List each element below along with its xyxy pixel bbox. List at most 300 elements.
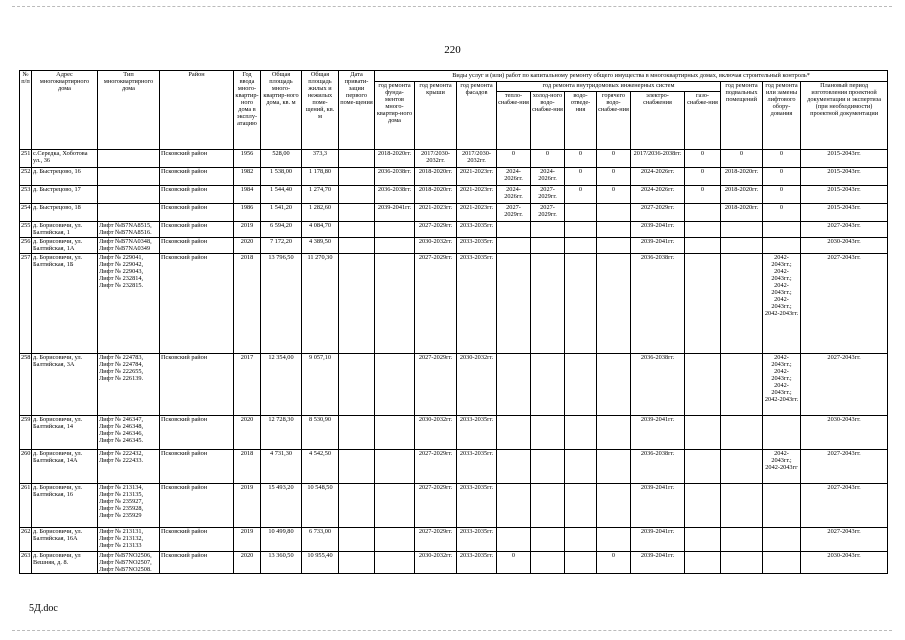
cell-basement bbox=[721, 222, 763, 238]
cell-elec: 2039-2041гг. bbox=[631, 238, 685, 254]
cell-priv bbox=[339, 528, 375, 552]
header-sewer: водо-отведе-ния bbox=[565, 92, 597, 150]
cell-heat bbox=[497, 222, 531, 238]
cell-elev bbox=[763, 484, 801, 528]
cell-sewer: 0 bbox=[565, 186, 597, 204]
cell-found bbox=[375, 450, 415, 484]
table-row bbox=[20, 484, 888, 528]
cell-facade: 2033-2035гг. bbox=[457, 222, 497, 238]
cell-year: 2017 bbox=[234, 354, 261, 416]
footer-filename: 5Д.doc bbox=[29, 603, 58, 614]
cell-addr: д. Борисовичи, ул. Балтийская, 1Б bbox=[32, 254, 98, 354]
table-row bbox=[20, 186, 888, 204]
cell-year: 2019 bbox=[234, 484, 261, 528]
cell-priv bbox=[339, 150, 375, 168]
cell-heat bbox=[497, 254, 531, 354]
cell-priv bbox=[339, 354, 375, 416]
cell-plan: 2030-2043гг. bbox=[801, 238, 888, 254]
cell-elec: 2036-2038гг. bbox=[631, 450, 685, 484]
cell-basement: 2018-2020гг. bbox=[721, 204, 763, 222]
cell-addr: с.Середка, Хоботова ул., 36 bbox=[32, 150, 98, 168]
cell-facade: 2033-2035гг. bbox=[457, 528, 497, 552]
cell-elev: 0 bbox=[763, 204, 801, 222]
cell-gas bbox=[685, 222, 721, 238]
cell-n: 252 bbox=[20, 168, 32, 186]
table-row bbox=[20, 254, 888, 354]
cell-total: 4 731,30 bbox=[261, 450, 302, 484]
cell-basement bbox=[721, 254, 763, 354]
cell-type: Лифт № 213131, Лифт № 213132, Лифт № 213133 bbox=[98, 528, 160, 552]
cell-living: 10 548,50 bbox=[302, 484, 339, 528]
header-foundation: год ремонта фунда-ментов много-квартир-ного дома bbox=[375, 82, 415, 150]
cell-heat bbox=[497, 354, 531, 416]
cell-heat bbox=[497, 528, 531, 552]
cell-type bbox=[98, 186, 160, 204]
cell-year: 2018 bbox=[234, 254, 261, 354]
cell-addr: д. Борисовичи, ул. Балтийская, 1А bbox=[32, 238, 98, 254]
cell-priv bbox=[339, 416, 375, 450]
cell-heat bbox=[497, 416, 531, 450]
header-hot-water: горячего водо-снабже-ния bbox=[597, 92, 631, 150]
cell-addr: д. Быстрецово, 17 bbox=[32, 186, 98, 204]
cell-type bbox=[98, 168, 160, 186]
cell-elec: 2039-2041гг. bbox=[631, 222, 685, 238]
cell-total: 13 796,50 bbox=[261, 254, 302, 354]
cell-basement bbox=[721, 450, 763, 484]
cell-hot bbox=[597, 238, 631, 254]
cell-roof: 2021-2023гг. bbox=[415, 204, 457, 222]
header-district: Район bbox=[160, 71, 234, 150]
cell-year: 2018 bbox=[234, 450, 261, 484]
cell-heat: 0 bbox=[497, 150, 531, 168]
cell-priv bbox=[339, 238, 375, 254]
cell-found bbox=[375, 222, 415, 238]
header-heat: тепло-снабже-ния bbox=[497, 92, 531, 150]
cell-n: 251 bbox=[20, 150, 32, 168]
cell-plan: 2015-2043гг. bbox=[801, 168, 888, 186]
cell-sewer bbox=[565, 222, 597, 238]
cell-roof: 2017/2030-2032гг. bbox=[415, 150, 457, 168]
cell-elev: 2042-2043гг.; 2042-2043гг bbox=[763, 450, 801, 484]
cell-district: Псковский район bbox=[160, 528, 234, 552]
cell-basement: 0 bbox=[721, 150, 763, 168]
cell-n: 261 bbox=[20, 484, 32, 528]
cell-total: 528,00 bbox=[261, 150, 302, 168]
cell-sewer bbox=[565, 528, 597, 552]
cell-roof: 2027-2029гг. bbox=[415, 450, 457, 484]
cell-basement bbox=[721, 354, 763, 416]
cell-type: Лифт №B7NO2506, Лифт №B7NO2507, Лифт №B7NO2508. bbox=[98, 552, 160, 574]
cell-elev: 0 bbox=[763, 150, 801, 168]
cell-cold bbox=[531, 552, 565, 574]
cell-year: 1984 bbox=[234, 186, 261, 204]
cell-found bbox=[375, 254, 415, 354]
table-body bbox=[20, 150, 888, 574]
cell-found: 2039-2041гг. bbox=[375, 204, 415, 222]
cell-basement bbox=[721, 552, 763, 574]
cell-living: 8 530,90 bbox=[302, 416, 339, 450]
cell-total: 1 544,40 bbox=[261, 186, 302, 204]
cell-addr: д. Борисовичи, ул. Балтийская, 14А bbox=[32, 450, 98, 484]
cell-gas bbox=[685, 238, 721, 254]
cell-priv bbox=[339, 222, 375, 238]
cell-roof: 2027-2029гг. bbox=[415, 354, 457, 416]
header-planned-period: Плановый период изготовления проектной документации и экспертиза (при необходимости) проектной документации bbox=[801, 82, 888, 150]
cell-roof: 2027-2029гг. bbox=[415, 222, 457, 238]
cell-hot: 0 bbox=[597, 186, 631, 204]
header-engineering-group: год ремонта внутридомовых инженерных систем bbox=[497, 82, 721, 92]
cell-type: Лифт № 222432, Лифт № 222433. bbox=[98, 450, 160, 484]
cell-elec: 2039-2041гг. bbox=[631, 552, 685, 574]
cell-elec: 2024-2026гг. bbox=[631, 168, 685, 186]
cell-facade: 2030-2032гг. bbox=[457, 354, 497, 416]
header-total-area: Общая площадь много-квартир-ного дома, кв. м bbox=[261, 71, 302, 150]
cell-living: 1 274,70 bbox=[302, 186, 339, 204]
cell-district: Псковский район bbox=[160, 254, 234, 354]
table-row bbox=[20, 150, 888, 168]
cell-elec: 2017/2036-2038гг. bbox=[631, 150, 685, 168]
cell-sewer bbox=[565, 354, 597, 416]
header-num: № п/п bbox=[20, 71, 32, 150]
cell-district: Псковский район bbox=[160, 416, 234, 450]
cell-hot bbox=[597, 222, 631, 238]
cell-found bbox=[375, 416, 415, 450]
cell-roof: 2027-2029гг. bbox=[415, 254, 457, 354]
cell-priv bbox=[339, 168, 375, 186]
cell-sewer bbox=[565, 450, 597, 484]
cell-cold: 2027-2029гг. bbox=[531, 204, 565, 222]
cell-addr: д. Борисовичи, ул. Балтийская, 14 bbox=[32, 416, 98, 450]
table-row bbox=[20, 168, 888, 186]
cell-year: 2019 bbox=[234, 528, 261, 552]
cell-hot bbox=[597, 254, 631, 354]
cell-gas bbox=[685, 354, 721, 416]
cell-plan: 2027-2043гг. bbox=[801, 484, 888, 528]
cell-living: 4 542,50 bbox=[302, 450, 339, 484]
cell-addr: д. Борисовичи, ул. Балтийская, 16 bbox=[32, 484, 98, 528]
cell-district: Псковский район bbox=[160, 552, 234, 574]
cell-priv bbox=[339, 450, 375, 484]
cell-plan: 2027-2043гг. bbox=[801, 450, 888, 484]
cell-living: 6 733,00 bbox=[302, 528, 339, 552]
cell-hot bbox=[597, 416, 631, 450]
cell-type bbox=[98, 150, 160, 168]
cell-addr: д. Борисовичи, ул. Балтийская, 1 bbox=[32, 222, 98, 238]
cell-addr: д. Быстрецово, 18 bbox=[32, 204, 98, 222]
table-row bbox=[20, 238, 888, 254]
cell-roof: 2018-2020гг. bbox=[415, 186, 457, 204]
cell-elec: 2039-2041гг. bbox=[631, 528, 685, 552]
cell-facade: 2033-2035гг. bbox=[457, 552, 497, 574]
cell-gas: 0 bbox=[685, 168, 721, 186]
header-privatization-date: Дата привати-зации первого поме-щения bbox=[339, 71, 375, 150]
top-scan-line bbox=[12, 6, 892, 7]
cell-cold: 2024-2026гг. bbox=[531, 168, 565, 186]
cell-gas: 0 bbox=[685, 150, 721, 168]
cell-addr: д. Борисовичи, ул. Балтийская, 3А bbox=[32, 354, 98, 416]
cell-elec: 2036-2038гг. bbox=[631, 354, 685, 416]
cell-cold bbox=[531, 238, 565, 254]
cell-cold bbox=[531, 354, 565, 416]
cell-cold bbox=[531, 484, 565, 528]
header-cold-water: холод-ного водо-снабже-ния bbox=[531, 92, 565, 150]
cell-year: 1986 bbox=[234, 204, 261, 222]
cell-hot bbox=[597, 204, 631, 222]
table-row bbox=[20, 354, 888, 416]
header-facade: год ремонта фасадов bbox=[457, 82, 497, 150]
cell-cold bbox=[531, 254, 565, 354]
cell-found bbox=[375, 354, 415, 416]
cell-n: 258 bbox=[20, 354, 32, 416]
cell-hot: 0 bbox=[597, 552, 631, 574]
cell-sewer: 0 bbox=[565, 168, 597, 186]
cell-elec: 2039-2041гг. bbox=[631, 484, 685, 528]
header-year: Год ввода много-квартир-ного дома в эксплу-атацию bbox=[234, 71, 261, 150]
cell-sewer bbox=[565, 238, 597, 254]
cell-gas bbox=[685, 204, 721, 222]
cell-elev: 0 bbox=[763, 168, 801, 186]
cell-facade: 2033-2035гг. bbox=[457, 254, 497, 354]
cell-facade: 2033-2035гг. bbox=[457, 450, 497, 484]
header-services-group: Виды услуг и (или) работ по капитальному ремонту общего имущества в многоквартирных домах, включая строительный контроль* bbox=[375, 71, 888, 82]
cell-plan: 2027-2043гг. bbox=[801, 528, 888, 552]
cell-heat: 2024-2026гг. bbox=[497, 186, 531, 204]
cell-basement bbox=[721, 416, 763, 450]
cell-district: Псковский район bbox=[160, 450, 234, 484]
cell-sewer bbox=[565, 484, 597, 528]
table-row bbox=[20, 416, 888, 450]
cell-n: 254 bbox=[20, 204, 32, 222]
header-living-area: Общая площадь жилых и нежилых поме-щений, кв. м bbox=[302, 71, 339, 150]
cell-priv bbox=[339, 186, 375, 204]
cell-n: 253 bbox=[20, 186, 32, 204]
cell-plan: 2030-2043гг. bbox=[801, 416, 888, 450]
cell-elev: 2042-2043гг.; 2042-2043гг.; 2042-2043гг.; 2042-2043гг.; 2042-2043гг. bbox=[763, 254, 801, 354]
cell-hot: 0 bbox=[597, 168, 631, 186]
cell-total: 1 541,20 bbox=[261, 204, 302, 222]
cell-heat bbox=[497, 484, 531, 528]
cell-gas bbox=[685, 484, 721, 528]
cell-hot bbox=[597, 484, 631, 528]
cell-total: 10 499,80 bbox=[261, 528, 302, 552]
cell-facade: 2021-2023гг. bbox=[457, 204, 497, 222]
cell-roof: 2027-2029гг. bbox=[415, 484, 457, 528]
cell-basement: 2018-2020гг. bbox=[721, 186, 763, 204]
header-electric: электро-снабжения bbox=[631, 92, 685, 150]
cell-n: 263 bbox=[20, 552, 32, 574]
cell-found: 2018-2020гг. bbox=[375, 150, 415, 168]
cell-living: 4 389,50 bbox=[302, 238, 339, 254]
cell-roof: 2030-2032гг. bbox=[415, 238, 457, 254]
cell-year: 2020 bbox=[234, 552, 261, 574]
cell-found: 2036-2038гг. bbox=[375, 186, 415, 204]
cell-district: Псковский район bbox=[160, 484, 234, 528]
cell-plan: 2015-2043гг. bbox=[801, 150, 888, 168]
table-row bbox=[20, 552, 888, 574]
cell-found bbox=[375, 528, 415, 552]
cell-cold bbox=[531, 222, 565, 238]
table-row bbox=[20, 528, 888, 552]
cell-n: 259 bbox=[20, 416, 32, 450]
cell-hot: 0 bbox=[597, 150, 631, 168]
cell-district: Псковский район bbox=[160, 186, 234, 204]
cell-cold bbox=[531, 450, 565, 484]
cell-total: 13 360,50 bbox=[261, 552, 302, 574]
cell-basement: 2018-2020гг. bbox=[721, 168, 763, 186]
cell-n: 256 bbox=[20, 238, 32, 254]
cell-heat: 0 bbox=[497, 552, 531, 574]
cell-found bbox=[375, 484, 415, 528]
cell-elev: 2042-2043гг.; 2042-2043гг.; 2042-2043гг.; 2042-2043гг. bbox=[763, 354, 801, 416]
cell-facade: 2017/2030-2032гг. bbox=[457, 150, 497, 168]
cell-facade: 2021-2023гг. bbox=[457, 186, 497, 204]
cell-plan: 2015-2043гг. bbox=[801, 204, 888, 222]
cell-district: Псковский район bbox=[160, 204, 234, 222]
cell-total: 15 493,20 bbox=[261, 484, 302, 528]
cell-elec: 2027-2029гг. bbox=[631, 204, 685, 222]
cell-type: Лифт №B7NA8515, Лифт №B7NA8516. bbox=[98, 222, 160, 238]
cell-cold bbox=[531, 416, 565, 450]
cell-living: 9 057,10 bbox=[302, 354, 339, 416]
cell-elev bbox=[763, 238, 801, 254]
cell-gas bbox=[685, 254, 721, 354]
cell-roof: 2030-2032гг. bbox=[415, 552, 457, 574]
cell-total: 6 594,20 bbox=[261, 222, 302, 238]
cell-hot bbox=[597, 354, 631, 416]
cell-type: Лифт №B7NA0348, Лифт №B7NA0349 bbox=[98, 238, 160, 254]
cell-roof: 2018-2020гг. bbox=[415, 168, 457, 186]
cell-facade: 2021-2023гг. bbox=[457, 168, 497, 186]
cell-gas bbox=[685, 528, 721, 552]
cell-district: Псковский район bbox=[160, 354, 234, 416]
cell-plan: 2027-2043гг. bbox=[801, 354, 888, 416]
cell-plan: 2030-2043гг. bbox=[801, 552, 888, 574]
cell-addr: д. Быстрецово, 16 bbox=[32, 168, 98, 186]
cell-district: Псковский район bbox=[160, 238, 234, 254]
cell-facade: 2033-2035гг. bbox=[457, 238, 497, 254]
cell-type bbox=[98, 204, 160, 222]
cell-year: 1982 bbox=[234, 168, 261, 186]
cell-gas bbox=[685, 450, 721, 484]
cell-district: Псковский район bbox=[160, 222, 234, 238]
table-row bbox=[20, 450, 888, 484]
capital-repair-table bbox=[19, 70, 888, 574]
cell-gas bbox=[685, 416, 721, 450]
cell-total: 12 354,00 bbox=[261, 354, 302, 416]
table-row bbox=[20, 222, 888, 238]
table-row bbox=[20, 204, 888, 222]
cell-type: Лифт № 229041, Лифт № 229042, Лифт № 229043, Лифт № 232814, Лифт № 232815. bbox=[98, 254, 160, 354]
cell-year: 1956 bbox=[234, 150, 261, 168]
cell-sewer bbox=[565, 254, 597, 354]
cell-type: Лифт № 213134, Лифт № 213135, Лифт № 235927, Лифт № 235928, Лифт № 235929 bbox=[98, 484, 160, 528]
cell-hot bbox=[597, 528, 631, 552]
cell-cold: 2027-2029гг. bbox=[531, 186, 565, 204]
cell-found bbox=[375, 552, 415, 574]
cell-sewer bbox=[565, 552, 597, 574]
cell-year: 2020 bbox=[234, 238, 261, 254]
cell-cold bbox=[531, 528, 565, 552]
cell-basement bbox=[721, 238, 763, 254]
cell-year: 2019 bbox=[234, 222, 261, 238]
cell-found: 2036-2038гг. bbox=[375, 168, 415, 186]
header-type: Тип многоквартирного дома bbox=[98, 71, 160, 150]
cell-sewer bbox=[565, 416, 597, 450]
cell-living: 4 084,70 bbox=[302, 222, 339, 238]
cell-basement bbox=[721, 484, 763, 528]
cell-sewer bbox=[565, 204, 597, 222]
cell-elev bbox=[763, 416, 801, 450]
cell-living: 1 282,60 bbox=[302, 204, 339, 222]
header-address: Адрес многоквартирного дома bbox=[32, 71, 98, 150]
cell-heat bbox=[497, 238, 531, 254]
cell-plan: 2027-2043гг. bbox=[801, 222, 888, 238]
cell-living: 10 955,40 bbox=[302, 552, 339, 574]
cell-plan: 2015-2043гг. bbox=[801, 186, 888, 204]
cell-heat: 2027-2029гг. bbox=[497, 204, 531, 222]
cell-type: Лифт № 224783, Лифт № 224784, Лифт № 222655, Лифт № 226139. bbox=[98, 354, 160, 416]
cell-addr: д. Борисовичи, ул. Балтийская, 16А bbox=[32, 528, 98, 552]
cell-priv bbox=[339, 552, 375, 574]
cell-living: 373,3 bbox=[302, 150, 339, 168]
cell-district: Псковский район bbox=[160, 150, 234, 168]
cell-elev bbox=[763, 528, 801, 552]
cell-type: Лифт № 246347, Лифт № 246348, Лифт № 246346, Лифт № 246345. bbox=[98, 416, 160, 450]
cell-heat bbox=[497, 450, 531, 484]
cell-gas bbox=[685, 552, 721, 574]
header-roof: год ремонта крыши bbox=[415, 82, 457, 150]
cell-addr: д. Борисовичи, ул Вешняя, д. 8. bbox=[32, 552, 98, 574]
cell-living: 11 270,30 bbox=[302, 254, 339, 354]
cell-priv bbox=[339, 484, 375, 528]
cell-n: 257 bbox=[20, 254, 32, 354]
cell-found bbox=[375, 238, 415, 254]
cell-living: 1 178,80 bbox=[302, 168, 339, 186]
cell-basement bbox=[721, 528, 763, 552]
cell-cold: 0 bbox=[531, 150, 565, 168]
header-basement: год ремонта подвальных помещений bbox=[721, 82, 763, 150]
cell-sewer: 0 bbox=[565, 150, 597, 168]
cell-total: 7 172,20 bbox=[261, 238, 302, 254]
cell-n: 262 bbox=[20, 528, 32, 552]
header-gas: газо-снабже-ния bbox=[685, 92, 721, 150]
cell-heat: 2024-2026гг. bbox=[497, 168, 531, 186]
cell-elev bbox=[763, 552, 801, 574]
cell-year: 2020 bbox=[234, 416, 261, 450]
cell-elec: 2024-2026гг. bbox=[631, 186, 685, 204]
cell-roof: 2027-2029гг. bbox=[415, 528, 457, 552]
cell-priv bbox=[339, 254, 375, 354]
cell-gas: 0 bbox=[685, 186, 721, 204]
cell-elev bbox=[763, 222, 801, 238]
page-number: 220 bbox=[444, 44, 461, 56]
cell-n: 260 bbox=[20, 450, 32, 484]
cell-facade: 2033-2035гг. bbox=[457, 484, 497, 528]
header-elevator: год ремонта или замены лифтового обору-дования bbox=[763, 82, 801, 150]
cell-roof: 2030-2032гг. bbox=[415, 416, 457, 450]
cell-district: Псковский район bbox=[160, 168, 234, 186]
cell-total: 12 728,30 bbox=[261, 416, 302, 450]
cell-plan: 2027-2043гг. bbox=[801, 254, 888, 354]
cell-facade: 2033-2035гг. bbox=[457, 416, 497, 450]
cell-elev: 0 bbox=[763, 186, 801, 204]
cell-total: 1 538,00 bbox=[261, 168, 302, 186]
cell-hot bbox=[597, 450, 631, 484]
bottom-scan-line bbox=[12, 630, 892, 631]
cell-elec: 2039-2041гг. bbox=[631, 416, 685, 450]
cell-n: 255 bbox=[20, 222, 32, 238]
cell-priv bbox=[339, 204, 375, 222]
